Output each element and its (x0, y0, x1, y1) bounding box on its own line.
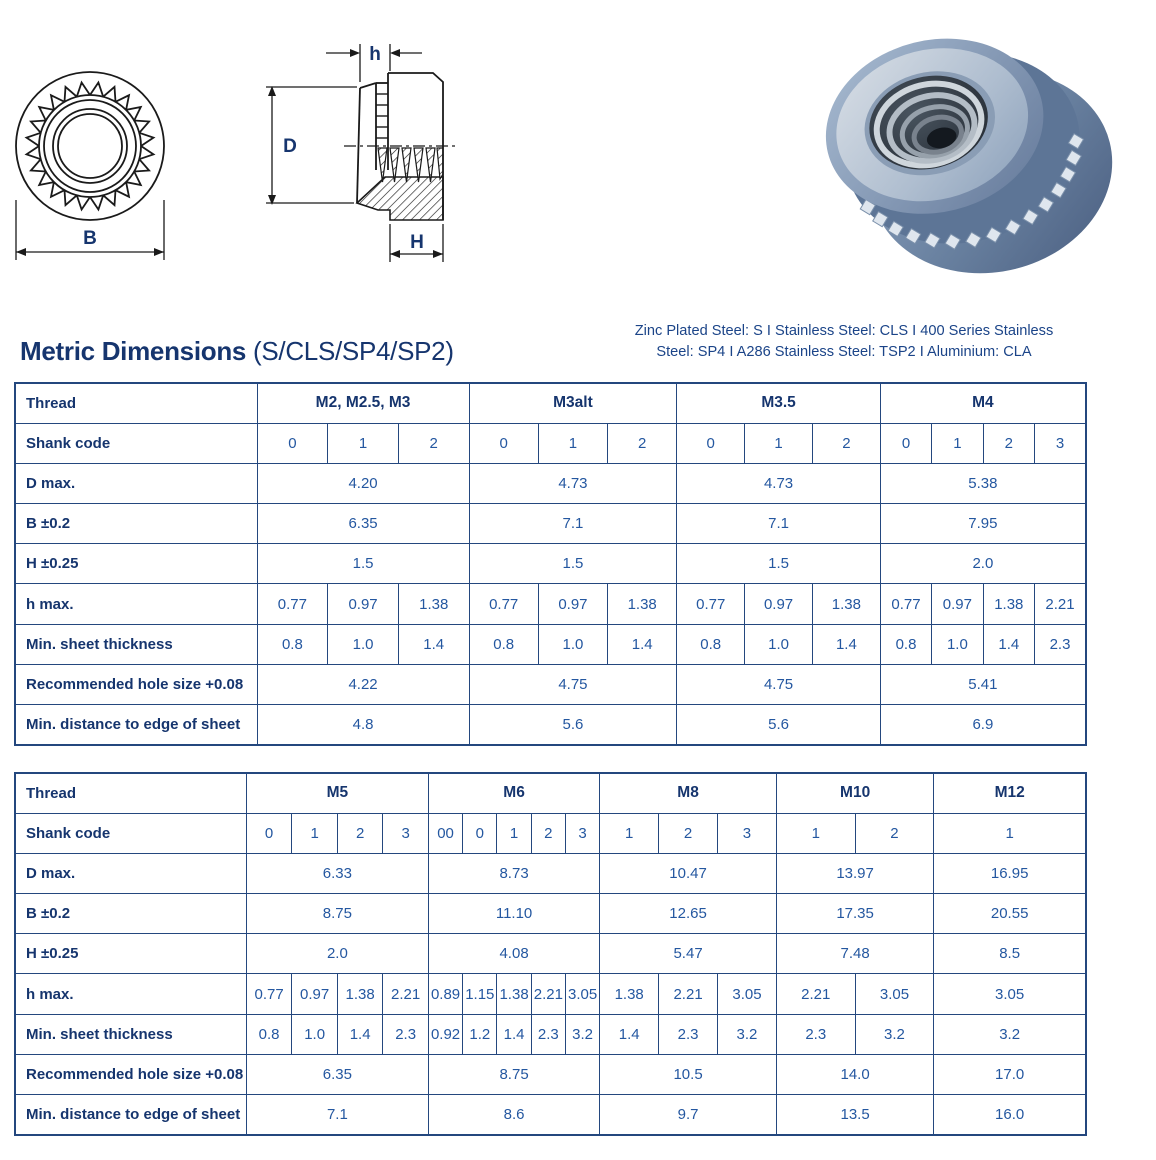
row-label: B ±0.2 (15, 894, 246, 934)
edge-cell: 8.6 (428, 1095, 599, 1135)
materials-note-line1: Zinc Plated Steel: S I Stainless Steel: CLS I 400 Series Stainless (634, 323, 1054, 339)
hole-cell: 5.41 (880, 664, 1086, 704)
min_sheet-cell: 2.3 (1035, 624, 1086, 664)
min_sheet-cell: 0.92 (428, 1014, 462, 1054)
table-row (15, 1054, 1086, 1094)
thread-cell: M8 (600, 773, 777, 813)
hole-cell: 4.75 (469, 664, 677, 704)
table-row (15, 383, 1086, 423)
h_max-cell: 2.21 (531, 974, 565, 1014)
row-label: Recommended hole size +0.08 (15, 664, 257, 704)
table-row (15, 813, 1086, 853)
table-row (15, 1014, 1086, 1054)
h_max-cell: 3.05 (718, 974, 777, 1014)
thread-cell: M2, M2.5, M3 (257, 383, 469, 423)
shank-cell: 0 (246, 813, 292, 853)
table-row (15, 544, 1086, 584)
table-row (15, 773, 1086, 813)
h_max-cell: 0.89 (428, 974, 462, 1014)
min_sheet-cell: 0.8 (246, 1014, 292, 1054)
min_sheet-cell: 3.2 (718, 1014, 777, 1054)
d_max-cell: 4.73 (677, 463, 880, 503)
table-row (15, 974, 1086, 1014)
hole-cell: 17.0 (934, 1054, 1086, 1094)
shank-cell: 1 (932, 423, 983, 463)
min_sheet-cell: 1.0 (328, 624, 399, 664)
b-cell: 6.35 (257, 504, 469, 544)
min_sheet-cell: 3.2 (565, 1014, 599, 1054)
shank-cell: 00 (428, 813, 462, 853)
shank-cell: 2 (812, 423, 880, 463)
shank-cell: 1 (745, 423, 813, 463)
table-row (15, 463, 1086, 503)
b-cell: 17.35 (776, 894, 933, 934)
h_cap-cell: 1.5 (677, 544, 880, 584)
h_cap-cell: 2.0 (246, 934, 428, 974)
min_sheet-cell: 2.3 (659, 1014, 718, 1054)
h_max-cell: 1.38 (398, 584, 469, 624)
shank-cell: 0 (257, 423, 328, 463)
min_sheet-cell: 1.4 (337, 1014, 383, 1054)
h_max-cell: 0.97 (538, 584, 607, 624)
flange-section-hatch (357, 177, 443, 220)
front-view-diagram (6, 22, 186, 272)
thread-cell: M12 (934, 773, 1086, 813)
min_sheet-cell: 3.2 (855, 1014, 934, 1054)
h_cap-cell: 2.0 (880, 544, 1086, 584)
table-row (15, 504, 1086, 544)
min_sheet-cell: 1.4 (983, 624, 1034, 664)
h_cap-cell: 1.5 (257, 544, 469, 584)
h_max-cell: 0.77 (880, 584, 931, 624)
thread-cell: M5 (246, 773, 428, 813)
hole-cell: 4.75 (677, 664, 880, 704)
dimension-D (266, 86, 357, 205)
d_max-cell: 6.33 (246, 853, 428, 893)
d_max-cell: 10.47 (600, 853, 777, 893)
materials-note-line2: Steel: SP4 I A286 Stainless Steel: TSP2 I Aluminium: CLA (656, 343, 1032, 360)
shank-cell: 2 (531, 813, 565, 853)
min_sheet-cell: 1.0 (292, 1014, 338, 1054)
shank-cell: 3 (718, 813, 777, 853)
table-row (15, 853, 1086, 893)
table-row (15, 664, 1086, 704)
h_max-cell: 1.38 (337, 974, 383, 1014)
dimension-D-label: D (283, 136, 297, 157)
h_max-cell: 0.77 (257, 584, 328, 624)
row-label: Thread (15, 773, 246, 813)
edge-cell: 6.9 (880, 705, 1086, 745)
b-cell: 8.75 (246, 894, 428, 934)
row-label: D max. (15, 463, 257, 503)
h_max-cell: 3.05 (934, 974, 1086, 1014)
thread-cell: M4 (880, 383, 1086, 423)
table-row (15, 705, 1086, 745)
shank-cell: 2 (608, 423, 677, 463)
min_sheet-cell: 1.0 (745, 624, 813, 664)
nut-render-group (807, 3, 1134, 305)
hole-cell: 8.75 (428, 1054, 599, 1094)
hole-cell: 10.5 (600, 1054, 777, 1094)
shank-cell: 2 (659, 813, 718, 853)
h_max-cell: 0.77 (246, 974, 292, 1014)
shank-cell: 1 (776, 813, 855, 853)
b-cell: 20.55 (934, 894, 1086, 934)
min_sheet-cell: 1.4 (497, 1014, 531, 1054)
min_sheet-cell: 2.3 (776, 1014, 855, 1054)
h_max-cell: 0.97 (745, 584, 813, 624)
h_max-cell: 0.97 (932, 584, 983, 624)
row-label: h max. (15, 974, 246, 1014)
shank-cell: 0 (880, 423, 931, 463)
edge-cell: 4.8 (257, 705, 469, 745)
h_max-cell: 0.77 (677, 584, 745, 624)
d_max-cell: 13.97 (776, 853, 933, 893)
h_max-cell: 2.21 (383, 974, 429, 1014)
min_sheet-cell: 1.4 (812, 624, 880, 664)
shank-cell: 0 (463, 813, 497, 853)
min_sheet-cell: 0.8 (257, 624, 328, 664)
shank-cell: 2 (983, 423, 1034, 463)
page-title-main: Metric Dimensions (20, 336, 247, 366)
h_max-cell: 3.05 (855, 974, 934, 1014)
row-label: Recommended hole size +0.08 (15, 1054, 246, 1094)
shank-serration-rungs (376, 94, 388, 138)
dimension-h (326, 44, 422, 82)
dimension-h-label: h (369, 44, 381, 65)
h_max-cell: 1.38 (600, 974, 659, 1014)
shank-cell: 2 (337, 813, 383, 853)
h_max-cell: 3.05 (565, 974, 599, 1014)
edge-cell: 7.1 (246, 1095, 428, 1135)
shank-cell: 1 (538, 423, 607, 463)
min_sheet-cell: 1.0 (538, 624, 607, 664)
h_cap-cell: 1.5 (469, 544, 677, 584)
min_sheet-cell: 1.4 (608, 624, 677, 664)
d_max-cell: 4.73 (469, 463, 677, 503)
h_max-cell: 2.21 (1035, 584, 1086, 624)
b-cell: 7.1 (677, 504, 880, 544)
shank-cell: 0 (677, 423, 745, 463)
row-label: Min. sheet thickness (15, 1014, 246, 1054)
edge-cell: 5.6 (677, 705, 880, 745)
shank-cell: 1 (600, 813, 659, 853)
shank-cell: 2 (398, 423, 469, 463)
row-label: H ±0.25 (15, 544, 257, 584)
h_max-cell: 1.38 (608, 584, 677, 624)
serration-teeth (27, 83, 154, 210)
d_max-cell: 8.73 (428, 853, 599, 893)
section-view-diagram (252, 22, 502, 284)
row-label: Min. distance to edge of sheet (15, 705, 257, 745)
row-label: D max. (15, 853, 246, 893)
shank-cell: 1 (292, 813, 338, 853)
shank-cell: 0 (469, 423, 538, 463)
h_max-cell: 1.15 (463, 974, 497, 1014)
b-cell: 12.65 (600, 894, 777, 934)
dimension-B (16, 200, 164, 260)
row-label: H ±0.25 (15, 934, 246, 974)
d_max-cell: 4.20 (257, 463, 469, 503)
dimensions-table (14, 772, 1087, 1136)
edge-cell: 9.7 (600, 1095, 777, 1135)
row-label: Shank code (15, 423, 257, 463)
hole-cell: 14.0 (776, 1054, 933, 1094)
shank-cell: 3 (565, 813, 599, 853)
h_max-cell: 2.21 (659, 974, 718, 1014)
h_max-cell: 0.97 (292, 974, 338, 1014)
dimension-H-label: H (410, 232, 424, 253)
table-row (15, 894, 1086, 934)
dimension-H (390, 224, 443, 262)
shank-cell: 1 (497, 813, 531, 853)
page-title (20, 336, 454, 367)
edge-cell: 13.5 (776, 1095, 933, 1135)
dimensions-table (14, 382, 1087, 746)
min_sheet-cell: 2.3 (383, 1014, 429, 1054)
min_sheet-cell: 2.3 (531, 1014, 565, 1054)
edge-cell: 5.6 (469, 705, 677, 745)
min_sheet-cell: 0.8 (677, 624, 745, 664)
min_sheet-cell: 1.4 (600, 1014, 659, 1054)
h_cap-cell: 7.48 (776, 934, 933, 974)
metric-dimensions-table-small-threads (14, 382, 1087, 746)
hole-cell: 6.35 (246, 1054, 428, 1094)
shank-cell: 1 (934, 813, 1086, 853)
row-label: Shank code (15, 813, 246, 853)
nut-front-outline (16, 72, 164, 220)
h_max-cell: 0.77 (469, 584, 538, 624)
h_cap-cell: 4.08 (428, 934, 599, 974)
h_cap-cell: 5.47 (600, 934, 777, 974)
min_sheet-cell: 3.2 (934, 1014, 1086, 1054)
shank-cell: 1 (328, 423, 399, 463)
h_max-cell: 2.21 (776, 974, 855, 1014)
row-label: B ±0.2 (15, 504, 257, 544)
nut-3d-render (795, 0, 1140, 305)
dimension-B-label: B (83, 228, 97, 249)
table-row (15, 423, 1086, 463)
h_max-cell: 1.38 (497, 974, 531, 1014)
edge-cell: 16.0 (934, 1095, 1086, 1135)
table-row (15, 1095, 1086, 1135)
min_sheet-cell: 1.4 (398, 624, 469, 664)
b-cell: 7.1 (469, 504, 677, 544)
row-label: Min. distance to edge of sheet (15, 1095, 246, 1135)
row-label: Thread (15, 383, 257, 423)
table-row (15, 934, 1086, 974)
d_max-cell: 5.38 (880, 463, 1086, 503)
materials-note (628, 321, 1060, 362)
shank-cell: 3 (383, 813, 429, 853)
shank-cell: 3 (1035, 423, 1086, 463)
hole-cell: 4.22 (257, 664, 469, 704)
b-cell: 11.10 (428, 894, 599, 934)
thread-cell: M3alt (469, 383, 677, 423)
row-label: Min. sheet thickness (15, 624, 257, 664)
row-label: h max. (15, 584, 257, 624)
h_max-cell: 1.38 (812, 584, 880, 624)
h_max-cell: 0.97 (328, 584, 399, 624)
min_sheet-cell: 0.8 (880, 624, 931, 664)
min_sheet-cell: 0.8 (469, 624, 538, 664)
thread-cell: M3.5 (677, 383, 880, 423)
min_sheet-cell: 1.0 (932, 624, 983, 664)
shank-cell: 2 (855, 813, 934, 853)
page-title-suffix: (S/CLS/SP4/SP2) (246, 336, 454, 366)
min_sheet-cell: 1.2 (463, 1014, 497, 1054)
b-cell: 7.95 (880, 504, 1086, 544)
table-row (15, 584, 1086, 624)
d_max-cell: 16.95 (934, 853, 1086, 893)
metric-dimensions-table-large-threads (14, 772, 1087, 1136)
h_cap-cell: 8.5 (934, 934, 1086, 974)
thread-cell: M6 (428, 773, 599, 813)
h_max-cell: 1.38 (983, 584, 1034, 624)
table-row (15, 624, 1086, 664)
thread-cell: M10 (776, 773, 933, 813)
